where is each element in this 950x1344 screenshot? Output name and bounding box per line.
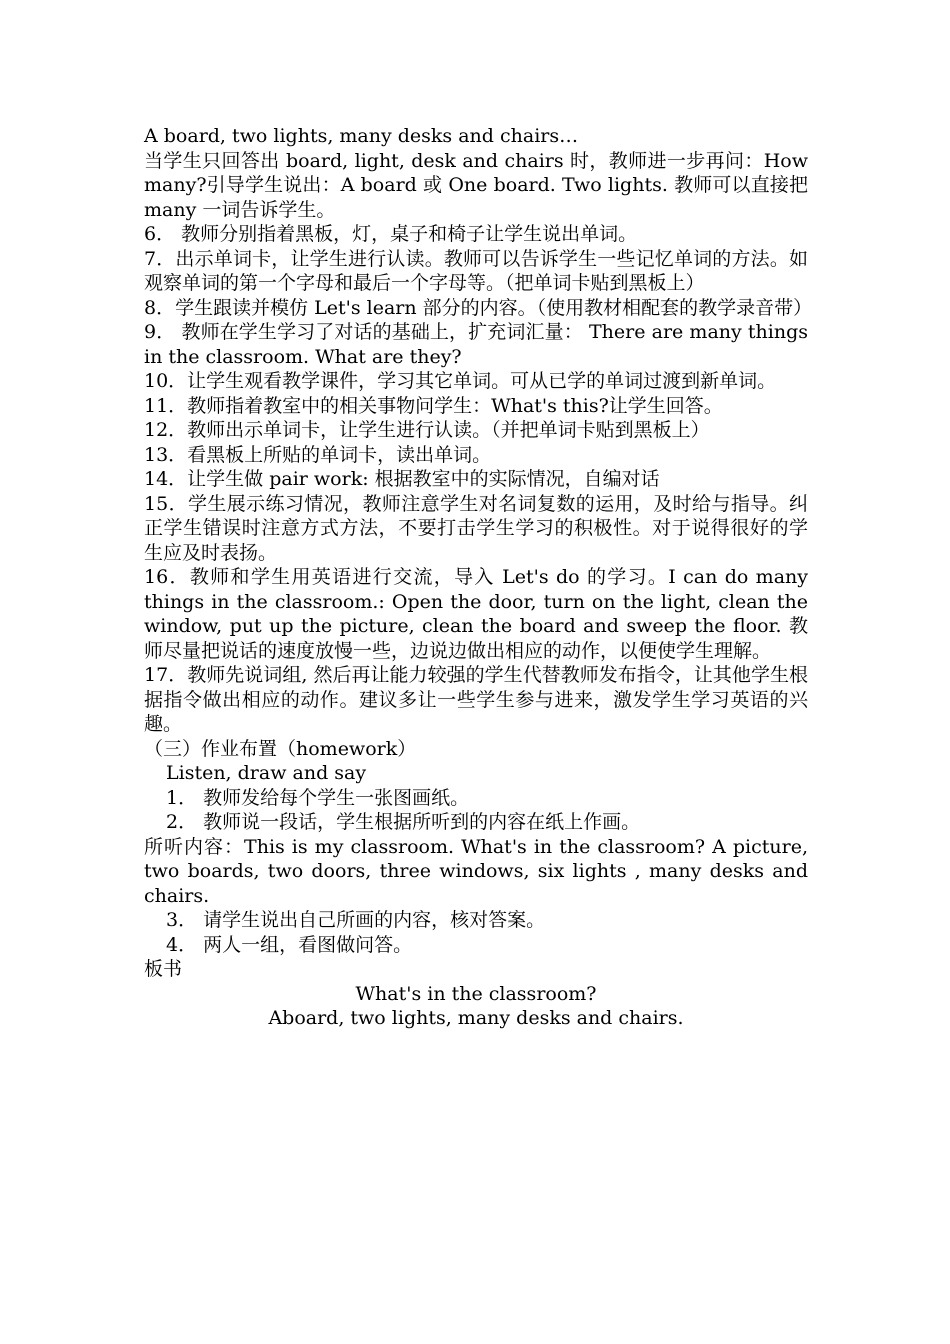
step-11: 11．教师指着教室中的相关事物问学生：What's this?让学生回答。 — [144, 394, 723, 417]
step-13: 13．看黑板上所贴的单词卡，读出单词。 — [144, 443, 492, 466]
step-10: 10．让学生观看教学课件，学习其它单词。可从已学的单词过渡到新单词。 — [144, 370, 777, 392]
homework-step-4: 4． 两人一组，看图做问答。 — [166, 933, 413, 956]
step-9: 9． 教师在学生学习了对话的基础上，扩充词汇量： There are many things in the classroom. What are they? — [144, 321, 808, 368]
step-12: 12．教师出示单词卡，让学生进行认读。（并把单词卡贴到黑板上） — [144, 419, 710, 441]
homework-heading: （三）作业布置（homework） — [144, 737, 417, 760]
teacher-question-paragraph: 当学生只回答出 board, light, desk and chairs 时，教师进一步再问：How many?引导学生说出：A board 或 One board. Two lights. 教师可以直接把 many 一词告诉学生。 — [144, 149, 808, 221]
listening-content: 所听内容：This is my classroom. What's in the classroom? A picture, two boards, two doors, three windows, six lights , many desks and chairs. — [144, 835, 808, 907]
step-8: 8．学生跟读并模仿 Let's learn 部分的内容。（使用教材相配套的教学录音带） — [144, 296, 813, 319]
homework-step-1: 1． 教师发给每个学生一张图画纸。 — [166, 786, 470, 809]
board-line-2: Aboard, two lights, many desks and chairs. — [268, 1007, 684, 1029]
step-6: 6． 教师分别指着黑板，灯，桌子和椅子让学生说出单词。 — [144, 223, 638, 245]
homework-step-3: 3． 请学生说出自己所画的内容，核对答案。 — [166, 909, 546, 931]
step-7: 7．出示单词卡，让学生进行认读。教师可以告诉学生一些记忆单词的方法。如观察单词的第一个字母和最后一个字母等。（把单词卡贴到黑板上） — [144, 247, 808, 294]
document-page — [144, 124, 813, 1031]
board-label: 板书 — [144, 958, 183, 980]
step-16: 16．教师和学生用英语进行交流，导入 Let's do 的学习。I can do many things in the classroom.: Open the door, turn on the light, clean the window, put up the picture, clean the board and sweep the floor. 教师尽量把说话的速度放慢一些，边说边做出相应的动作，以便使学生理解。 — [144, 566, 808, 662]
homework-step-2: 2． 教师说一段话，学生根据所听到的内容在纸上作画。 — [166, 811, 641, 833]
step-15: 15．学生展示练习情况，教师注意学生对名词复数的运用，及时给与指导。纠正学生错误时注意方式方法，不要打击学生学习的积极性。对于说得很好的学生应及时表扬。 — [144, 492, 808, 564]
intro-line: A board, two lights, many desks and chairs… — [144, 125, 579, 147]
board-line-1: What's in the classroom? — [355, 982, 597, 1005]
homework-title: Listen, draw and say — [166, 762, 367, 784]
step-17: 17．教师先说词组, 然后再让能力较强的学生代替教师发布指令，让其他学生根据指令做出相应的动作。建议多让一些学生参与进来，激发学生学习英语的兴趣。 — [144, 664, 808, 735]
step-14: 14．让学生做 pair work: 根据教室中的实际情况，自编对话 — [144, 468, 660, 490]
